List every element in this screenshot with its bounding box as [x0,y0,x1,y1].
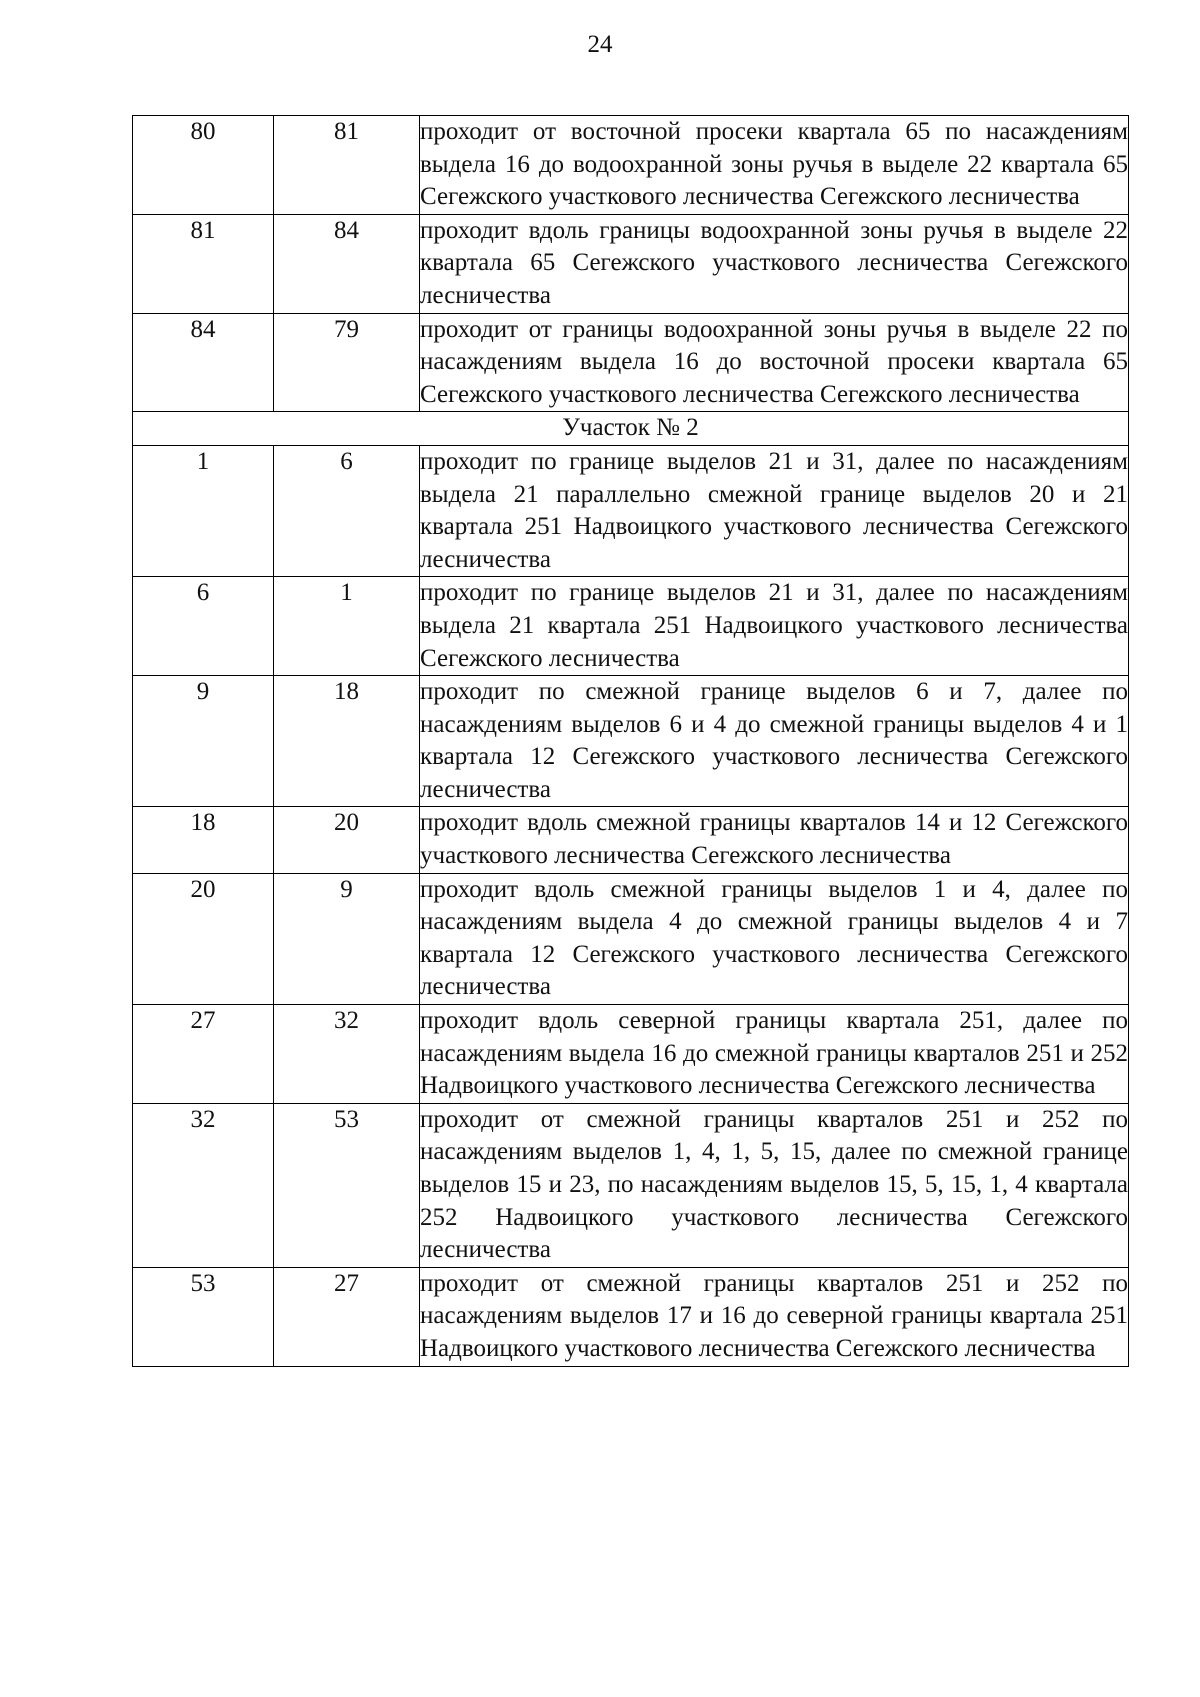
section-header: Участок № 2 [133,412,1129,446]
boundary-description-cell: проходит вдоль смежной границы выделов 1 и 4, далее по насаждениям выдела 4 до смежной границы выделов 4 и 7 квартала 12 Сегежского участкового лесничества Сегежского лесничества [420,873,1129,1004]
to-point-cell: 9 [274,873,420,1004]
boundary-description-cell: проходит по границе выделов 21 и 31, далее по насаждениям выдела 21 квартала 251 Надвоицкого участкового лесничества Сегежского лесничества [420,577,1129,676]
table-row [133,1103,1129,1267]
to-point-cell: 81 [274,116,420,215]
table-row [133,313,1129,412]
from-point-cell: 84 [133,313,274,412]
boundary-description-cell: проходит от границы водоохранной зоны ручья в выделе 22 по насаждениям выдела 16 до восточной просеки квартала 65 Сегежского участкового лесничества Сегежского лесничества [420,313,1129,412]
from-point-cell: 20 [133,873,274,1004]
from-point-cell: 81 [133,214,274,313]
boundary-description-cell: проходит от смежной границы кварталов 251 и 252 по насаждениям выделов 17 и 16 до северной границы квартала 251 Надвоицкого участкового лесничества Сегежского лесничества [420,1267,1129,1366]
to-point-cell: 18 [274,676,420,807]
from-point-cell: 80 [133,116,274,215]
table-row [133,445,1129,576]
table-row [133,1267,1129,1366]
from-point-cell: 18 [133,807,274,873]
boundary-description-cell: проходит вдоль смежной границы кварталов 14 и 12 Сегежского участкового лесничества Сегежского лесничества [420,807,1129,873]
page-number: 24 [587,31,613,58]
from-point-cell: 1 [133,445,274,576]
to-point-cell: 84 [274,214,420,313]
table-row [133,873,1129,1004]
boundary-description-cell: проходит по границе выделов 21 и 31, далее по насаждениям выдела 21 параллельно смежной границе выделов 20 и 21 квартала 251 Надвоицкого участкового лесничества Сегежского лесничества [420,445,1129,576]
to-point-cell: 6 [274,445,420,576]
from-point-cell: 27 [133,1005,274,1104]
boundary-description-cell: проходит от восточной просеки квартала 65 по насаждениям выдела 16 до водоохранной зоны ручья в выделе 22 квартала 65 Сегежского участкового лесничества Сегежского лесничества [420,116,1129,215]
table-row [133,807,1129,873]
to-point-cell: 20 [274,807,420,873]
to-point-cell: 79 [274,313,420,412]
boundary-table [132,115,1129,1367]
boundary-description-cell: проходит от смежной границы кварталов 251 и 252 по насаждениям выделов 1, 4, 1, 5, 15, далее по смежной границе выделов 15 и 23, по насаждениям выделов 15, 5, 15, 1, 4 квартала 252 Надвоицкого участкового лесничества Сегежского лесничества [420,1103,1129,1267]
to-point-cell: 53 [274,1103,420,1267]
to-point-cell: 1 [274,577,420,676]
from-point-cell: 9 [133,676,274,807]
table-row [133,214,1129,313]
boundary-description-cell: проходит вдоль северной границы квартала 251, далее по насаждениям выдела 16 до смежной границы кварталов 251 и 252 Надвоицкого участкового лесничества Сегежского лесничества [420,1005,1129,1104]
from-point-cell: 32 [133,1103,274,1267]
table-row [133,116,1129,215]
table-row [133,577,1129,676]
to-point-cell: 27 [274,1267,420,1366]
from-point-cell: 53 [133,1267,274,1366]
table-row [133,676,1129,807]
section-header-row [133,412,1129,446]
from-point-cell: 6 [133,577,274,676]
boundary-description-cell: проходит вдоль границы водоохранной зоны ручья в выделе 22 квартала 65 Сегежского участкового лесничества Сегежского лесничества [420,214,1129,313]
to-point-cell: 32 [274,1005,420,1104]
boundary-description-cell: проходит по смежной границе выделов 6 и 7, далее по насаждениям выделов 6 и 4 до смежной границы выделов 4 и 1 квартала 12 Сегежского участкового лесничества Сегежского лесничества [420,676,1129,807]
table-row [133,1005,1129,1104]
